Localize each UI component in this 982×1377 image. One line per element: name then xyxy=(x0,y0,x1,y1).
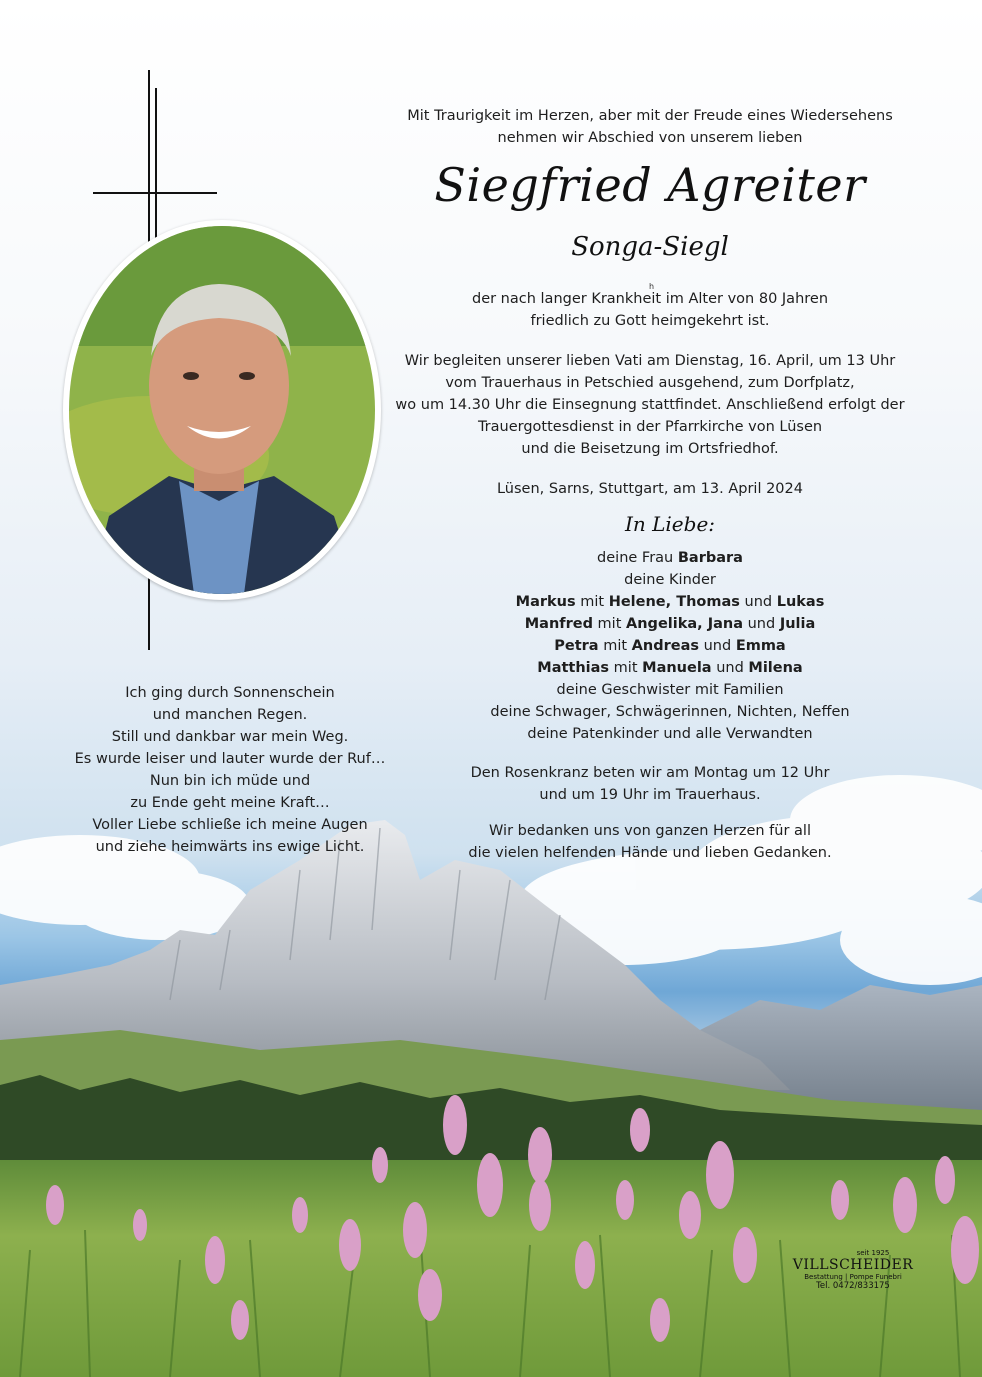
intro-line: Mit Traurigkeit im Herzen, aber mit der Freude eines Wiedersehens xyxy=(407,108,893,124)
portrait-photo xyxy=(69,226,375,594)
family-name: Helene, Thomas xyxy=(608,594,740,610)
poem-line: zu Ende geht meine Kraft… xyxy=(130,795,330,811)
family-name: Andreas xyxy=(631,638,699,654)
children-label: deine Kinder xyxy=(624,572,716,588)
relatives-line: deine Patenkinder und alle Verwandten xyxy=(527,726,813,742)
family-name: Markus xyxy=(515,594,576,610)
wife-name: Barbara xyxy=(677,550,743,566)
relatives-line: deine Schwager, Schwägerinnen, Nichten, Neffen xyxy=(490,704,850,720)
intro-text xyxy=(400,105,900,149)
poem-line: Voller Liebe schließe ich meine Augen xyxy=(92,817,368,833)
passing-line: friedlich zu Gott heimgekehrt ist. xyxy=(530,313,770,329)
family-name: Manuela xyxy=(642,660,712,676)
stray-mark: h xyxy=(649,282,655,291)
funeral-line: Trauergottesdienst in der Pfarrkirche von Lüsen xyxy=(477,419,823,435)
poem-line: Ich ging durch Sonnenschein xyxy=(125,685,335,701)
funeral-line: Wir begleiten unserer lieben Vati am Dienstag, 16. April, um 13 Uhr xyxy=(404,353,896,369)
passing-line: der nach langer Krankheit im Alter von 80 Jahren xyxy=(471,291,829,307)
family-connector: mit xyxy=(592,616,627,632)
brand-subtitle: Bestattung | Pompe Funebri xyxy=(804,1273,902,1281)
poem xyxy=(40,682,420,858)
in-love-heading: In Liebe: xyxy=(624,512,716,536)
family-name: Petra xyxy=(554,638,599,654)
wife-line xyxy=(420,547,920,569)
wife-prefix: deine Frau xyxy=(597,550,678,566)
poem-line: Still und dankbar war mein Weg. xyxy=(111,729,349,745)
funeral-line: und die Beisetzung im Ortsfriedhof. xyxy=(521,441,779,457)
family-line xyxy=(420,613,920,635)
brand-phone: Tel. 0472/833175 xyxy=(816,1281,890,1291)
intro-line: nehmen wir Abschied von unserem lieben xyxy=(497,130,803,146)
poem-line: Nun bin ich müde und xyxy=(149,773,311,789)
funeral-line: vom Trauerhaus in Petschied ausgehend, zum Dorfplatz, xyxy=(445,375,855,391)
family-line xyxy=(420,635,920,657)
family-connector: und xyxy=(699,638,736,654)
family-name: Milena xyxy=(748,660,803,676)
portrait-illustration xyxy=(69,226,375,594)
family-name: Angelika, Jana xyxy=(626,616,743,632)
family-line xyxy=(420,657,920,679)
cross-horizontal xyxy=(93,192,217,194)
family-connector: und xyxy=(739,594,777,610)
rosary-text xyxy=(400,762,900,806)
poem-line: und ziehe heimwärts ins ewige Licht. xyxy=(95,839,365,855)
funeral-line: wo um 14.30 Uhr die Einsegnung stattfindet. Anschließend erfolgt der xyxy=(395,397,905,413)
funeral-home-logo xyxy=(778,1249,928,1291)
thanks-text xyxy=(400,820,900,864)
deceased-nickname: Songa-Siegl xyxy=(571,232,729,262)
rosary-line: Den Rosenkranz beten wir am Montag um 12 Uhr xyxy=(470,765,830,781)
family-connector: mit xyxy=(609,660,643,676)
cross-vertical-right xyxy=(155,88,157,243)
deceased-name: Siegfried Agreiter xyxy=(434,158,866,212)
brand-since: seit 1925 xyxy=(856,1249,890,1257)
family-name: Matthias xyxy=(537,660,610,676)
family-list xyxy=(420,547,920,745)
family-line xyxy=(420,591,920,613)
family-connector: und xyxy=(743,616,780,632)
relatives-line: deine Geschwister mit Familien xyxy=(556,682,784,698)
family-name: Emma xyxy=(735,638,786,654)
funeral-text xyxy=(390,350,910,460)
family-name: Manfred xyxy=(524,616,593,632)
family-name: Lukas xyxy=(776,594,825,610)
passing-text xyxy=(400,288,900,332)
brand-name: VILLSCHEIDER xyxy=(792,1257,914,1273)
poem-line: Es wurde leiser und lauter wurde der Ruf… xyxy=(74,751,386,767)
family-connector: mit xyxy=(575,594,609,610)
thanks-line: die vielen helfenden Hände und lieben Gedanken. xyxy=(468,845,832,861)
thanks-line: Wir bedanken uns von ganzen Herzen für all xyxy=(489,823,811,839)
family-connector: und xyxy=(711,660,749,676)
place-date-line: Lüsen, Sarns, Stuttgart, am 13. April 2024 xyxy=(496,481,803,497)
poem-line: und manchen Regen. xyxy=(152,707,308,723)
family-connector: mit xyxy=(598,638,632,654)
rosary-line: und um 19 Uhr im Trauerhaus. xyxy=(539,787,761,803)
family-name: Julia xyxy=(779,616,816,632)
place-date xyxy=(400,478,900,500)
